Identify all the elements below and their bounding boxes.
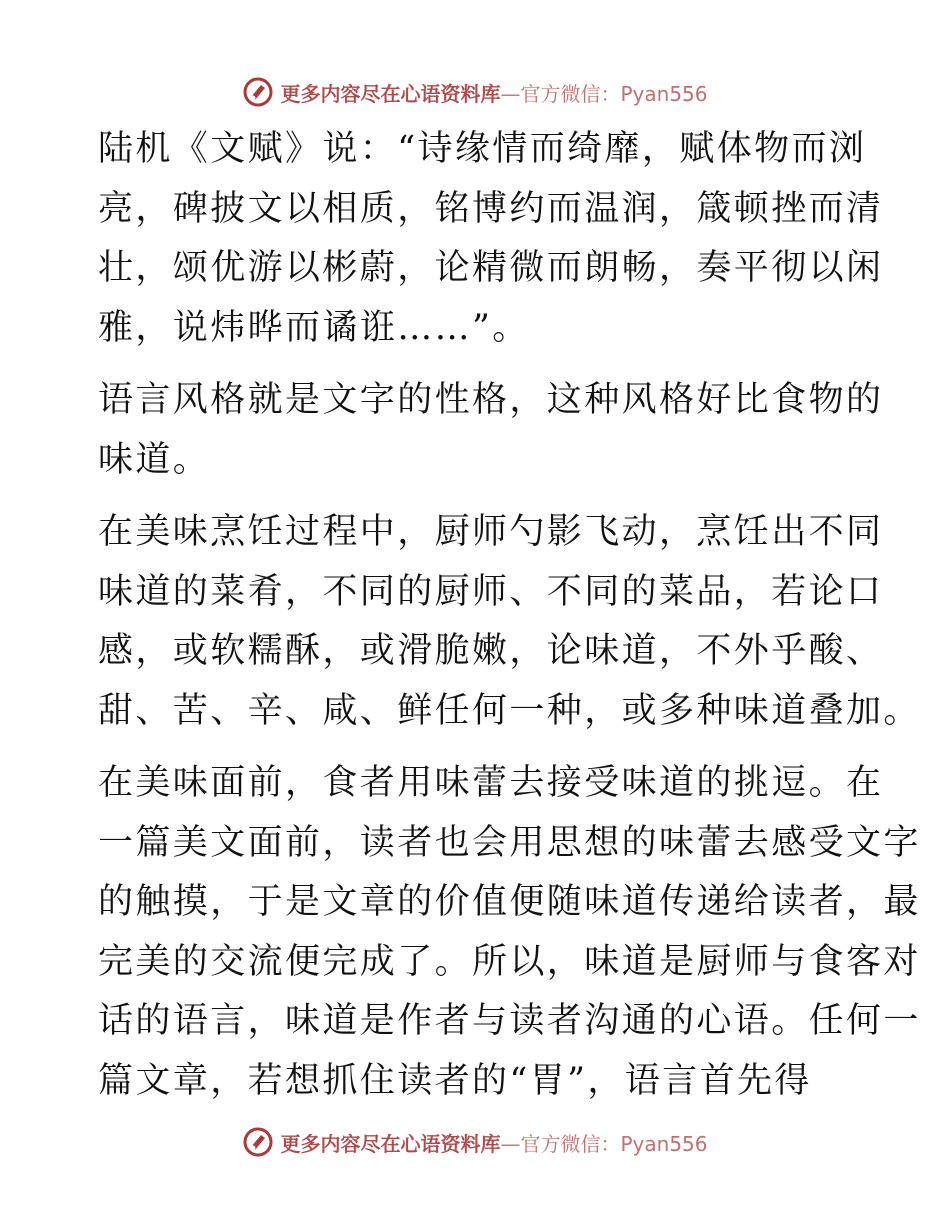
- logo-icon: [242, 76, 274, 108]
- document-body: [98, 120, 921, 1124]
- text-line: 一篇美文面前，读者也会用思想的味蕾去感受文字: [98, 822, 921, 863]
- banner-title: 更多内容尽在心语资料库: [280, 81, 501, 106]
- banner-wechat-label: 官方微信：: [520, 1131, 621, 1156]
- text-line: 甜、苦、辛、咸、鲜任何一种，或多种味道叠加。: [98, 690, 921, 731]
- banner-dash: —: [500, 1131, 521, 1156]
- banner-wechat-id: Pyan556: [620, 81, 708, 106]
- banner-wechat-id: Pyan556: [620, 1131, 708, 1156]
- text-line: 话的语言，味道是作者与读者沟通的心语。任何一: [98, 1001, 921, 1041]
- paragraph-4: [98, 754, 921, 1111]
- text-line: 陆机《文赋》说：“诗缘情而绮靡，赋体物而浏: [98, 129, 867, 169]
- banner-wechat-label: 官方微信：: [520, 81, 621, 106]
- text-line: 味道。: [98, 439, 211, 480]
- banner-text: [280, 78, 707, 107]
- text-line: 的触摸，于是文章的价值便随味道传递给读者，最: [98, 882, 921, 922]
- text-line: 在美味烹饪过程中，厨师勺影飞动，烹饪出不同: [98, 512, 884, 552]
- banner-text: [280, 1128, 707, 1157]
- banner-dash: —: [500, 81, 521, 106]
- paragraph-2: [98, 371, 884, 490]
- text-line: 感，或软糯酥，或滑脆嫩，论味道，不外乎酸、: [98, 631, 884, 671]
- text-line: 语言风格就是文字的性格，这种风格好比食物的: [98, 380, 884, 420]
- text-line: 在美味面前，食者用味蕾去接受味道的挑逗。在: [98, 763, 884, 803]
- header-banner: [0, 72, 950, 112]
- text-line: 壮，颂优游以彬蔚，论精微而朗畅，奏平彻以闲: [98, 248, 884, 288]
- paragraph-1: [98, 120, 884, 358]
- text-line: 篇文章，若想抓住读者的“胃”，语言首先得: [98, 1060, 812, 1101]
- text-line: 味道的菜肴，不同的厨师、不同的菜品，若论口: [98, 571, 884, 612]
- banner-title: 更多内容尽在心语资料库: [280, 1131, 501, 1156]
- text-line: 完美的交流便完成了。所以，味道是厨师与食客对: [98, 941, 921, 982]
- paragraph-3: [98, 503, 921, 741]
- text-line: 亮，碑披文以相质，铭博约而温润，箴顿挫而清: [98, 188, 884, 229]
- footer-banner: [0, 1122, 950, 1162]
- logo-icon: [242, 1126, 274, 1158]
- text-line: 雅，说炜晔而谲诳……”。: [98, 307, 530, 348]
